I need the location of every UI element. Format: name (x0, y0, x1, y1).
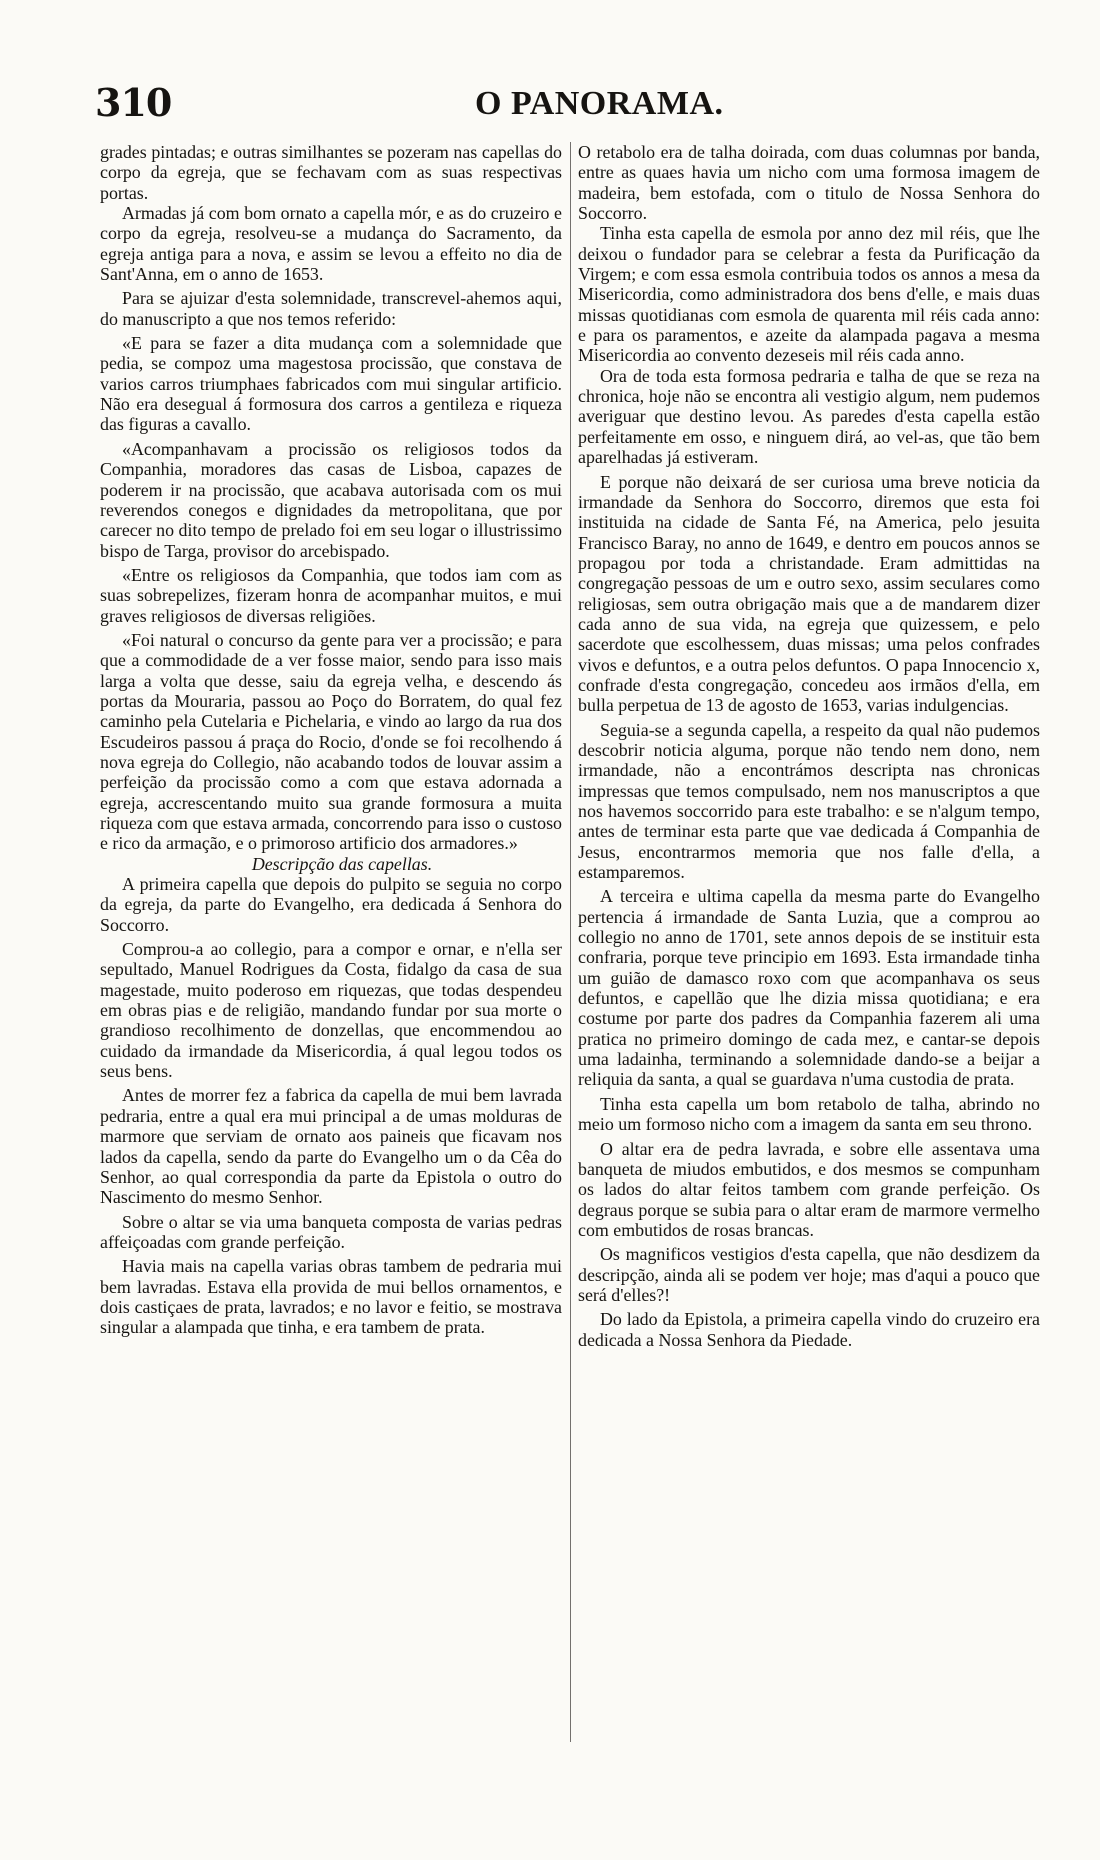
quoted-paragraph: «E para se fazer a dita mudança com a solemnidade que pedia, se compoz uma magestosa procissão, que constava de varios carros triumphaes fabricados com mui singular artificio. Não era desegual á formosura dos carros a gentileza e riqueza das figuras a cavallo. (100, 333, 562, 435)
paragraph: Os magnificos vestigios d'esta capella, que não desdizem da descripção, ainda ali se podem ver hoje; mas d'aqui a pouco que será d'elles?! (578, 1244, 1040, 1305)
quoted-paragraph: «Entre os religiosos da Companhia, que todos iam com as suas sobrepelizes, fizeram honra de acompanhar muitos, e mui graves religiosos de diversas religiões. (100, 564, 562, 626)
paragraph: Tinha esta capella um bom retabolo de talha, abrindo no meio um formoso nicho com a imagem da santa em seu throno. (578, 1093, 1040, 1135)
page-number: 310 (95, 80, 172, 125)
left-column (100, 142, 562, 1338)
paragraph: A terceira e ultima capella da mesma parte do Evangelho pertencia á irmandade de Santa Luzia, que a comprou ao collegio no anno de 1701, sete annos depois de se instituir esta confraria, porque teve principio em 1693. Esta irmandade tinha um guião de damasco roxo com que acompanhava os seus defuntos, e capellão que lhe dizia missa quotidiana; e era costume por parte dos padres da Companhia fazerem ali uma pratica no primeiro domingo de cada mez, e cantar-se depois uma ladainha, terminando a solemnidade dando-se a beijar a reliquia da santa, a qual se guardava n'uma custodia de prata. (578, 886, 1040, 1090)
section-heading: Descripção das capellas. (251, 853, 433, 874)
paragraph: Do lado da Epistola, a primeira capella vindo do cruzeiro era dedicada a Nossa Senhora da Piedade. (578, 1309, 1040, 1350)
paragraph: O altar era de pedra lavrada, e sobre elle assentava uma banqueta de miudos embutidos, e dos mesmos se compunham os lados do altar feitos tambem com grande perfeição. Os degraus porque se subia para o altar eram de marmore vermelho com embutidos de rosas brancas. (578, 1138, 1040, 1240)
quoted-paragraph: «Foi natural o concurso da gente para ver a procissão; e para que a commodidade de a ver fosse maior, sendo para isso mais larga a volta que desse, saiu da egreja velha, e descendo ás portas da Mouraria, passou ao Poço do Borratem, do qual fez caminho pela Cutelaria e Pichelaria, e vindo ao largo da rua dos Escudeiros passou á praça do Rocio, d'onde se foi recolhendo á nova egreja do Collegio, não acabando todos de louvar assim a perfeição da procissão como a com que estava adornada a egreja, accrescentando muito sua grande formosura a muita riqueza com que estava armada, concorrendo para isso o custoso e rico da armação, e o primoroso artificio dos armadores.» (100, 629, 562, 854)
paragraph: Antes de morrer fez a fabrica da capella de mui bem lavrada pedraria, entre a qual era mui principal a de umas molduras de marmore que serviam de ornato aos paineis que ficavam nos lados da capella, sendo da parte do Evangelho um o da Cêa do Senhor, ao qual correspondia da parte da Epistola o outro do Nascimento do mesmo Senhor. (100, 1085, 562, 1208)
paragraph: Armadas já com bom ornato a capella mór, e as do cruzeiro e corpo da egreja, resolveu-se a mudança do Sacramento, da egreja antiga para a nova, e assim se levou a effeito no dia de Sant'Anna, em o anno de 1653. (100, 203, 562, 285)
paragraph: Sobre o altar se via uma banqueta composta de varias pedras affeiçoadas com grande perfeição. (100, 1211, 562, 1252)
paragraph: Tinha esta capella de esmola por anno dez mil réis, que lhe deixou o fundador para se celebrar a festa da Purificação da Virgem; e com essa esmola contribuia todos os annos a mesa da Misericordia, como administradora dos bens d'elle, e mais duas missas quotidianas com esmola de quarenta mil réis cada anno: e para os paramentos, e azeite da alampada pagava a mesma Misericordia ao convento dezeseis mil réis cada anno. (578, 223, 1040, 366)
column-divider (570, 142, 571, 1742)
paragraph: O retabolo era de talha doirada, com duas columnas por banda, entre as quaes havia um nicho com uma formosa imagem de madeira, bem estofada, com o titulo de Nossa Senhora do Soccorro. (578, 142, 1040, 224)
paragraph: grades pintadas; e outras similhantes se pozeram nas capellas do corpo da egreja, que se fechavam com as suas respectivas portas. (100, 142, 562, 203)
page-header (95, 82, 1035, 128)
paragraph: Comprou-a ao collegio, para a compor e ornar, e n'ella ser sepultado, Manuel Rodrigues da Costa, fidalgo da casa de sua magestade, muito poderoso em riquezas, que todas despendeu em obras pias e de religião, mandando fundar por sua morte o grandioso recolhimento de donzellas, que encommendou ao cuidado da irmandade da Misericordia, á qual legou todos os seus bens. (100, 939, 562, 1082)
paragraph: Ora de toda esta formosa pedraria e talha de que se reza na chronica, hoje não se encontra ali vestigio algum, nem pudemos averiguar que destino levou. As paredes d'esta capella estão perfeitamente em osso, e ninguem dirá, ao vel-as, que tão bem aparelhadas já estiveram. (578, 365, 1040, 468)
right-column (578, 142, 1040, 1350)
paragraph: Seguia-se a segunda capella, a respeito da qual não pudemos descobrir noticia alguma, porque não tendo nem dono, nem irmandade, não a encontrámos descripta nas chronicas impressas que temos compulsado, nem nos manuscriptos a que nos havemos soccorrido para este trabalho: e se n'algum tempo, antes de terminar esta parte que vae dedicada á Companhia de Jesus, encontrarmos memoria que nos falle d'ella, a estamparemos. (578, 719, 1040, 883)
quoted-paragraph: «Acompanhavam a procissão os religiosos todos da Companhia, moradores das casas de Lisboa, capazes de poderem ir na procissão, que acabava autorisada com os mui reverendos conegos e dignidades da metropolitana, que por carecer no dito tempo de prelado foi em seu logar o illustrissimo bispo de Targa, provisor do arcebispado. (100, 438, 562, 561)
paragraph: E porque não deixará de ser curiosa uma breve noticia da irmandade da Senhora do Soccorro, diremos que esta foi instituida na cidade de Santa Fé, na America, pelo jesuita Francisco Baray, no anno de 1649, e dentro em poucos annos se propagou por toda a christandade. Eram admittidas na congregação pessoas de um e outro sexo, assim seculares como religiosas, sem outra obrigação mais que a de mandarem dizer cada anno de sua vida, na egreja que quizessem, e pelo sacerdote que escolhessem, duas missas; uma pelos confrades vivos e defuntos, e a outra pelos defuntos. O papa Innocencio x, confrade d'esta congregação, concedeu aos irmãos d'ella, em bulla perpetua de 13 de agosto de 1653, varias indulgencias. (578, 471, 1040, 716)
paragraph: Para se ajuizar d'esta solemnidade, transcrevel-ahemos aqui, do manuscripto a que nos temos referido: (100, 288, 562, 329)
journal-title: O PANORAMA. (475, 85, 724, 122)
paragraph: A primeira capella que depois do pulpito se seguia no corpo da egreja, da parte do Evangelho, era dedicada á Senhora do Soccorro. (100, 874, 562, 935)
paragraph: Havia mais na capella varias obras tambem de pedraria mui bem lavradas. Estava ella provida de mui bellos ornamentos, e dois castiçaes de prata, lavrados; e no lavor e feitio, se mostrava singular a alampada que tinha, e era tambem de prata. (100, 1256, 562, 1338)
